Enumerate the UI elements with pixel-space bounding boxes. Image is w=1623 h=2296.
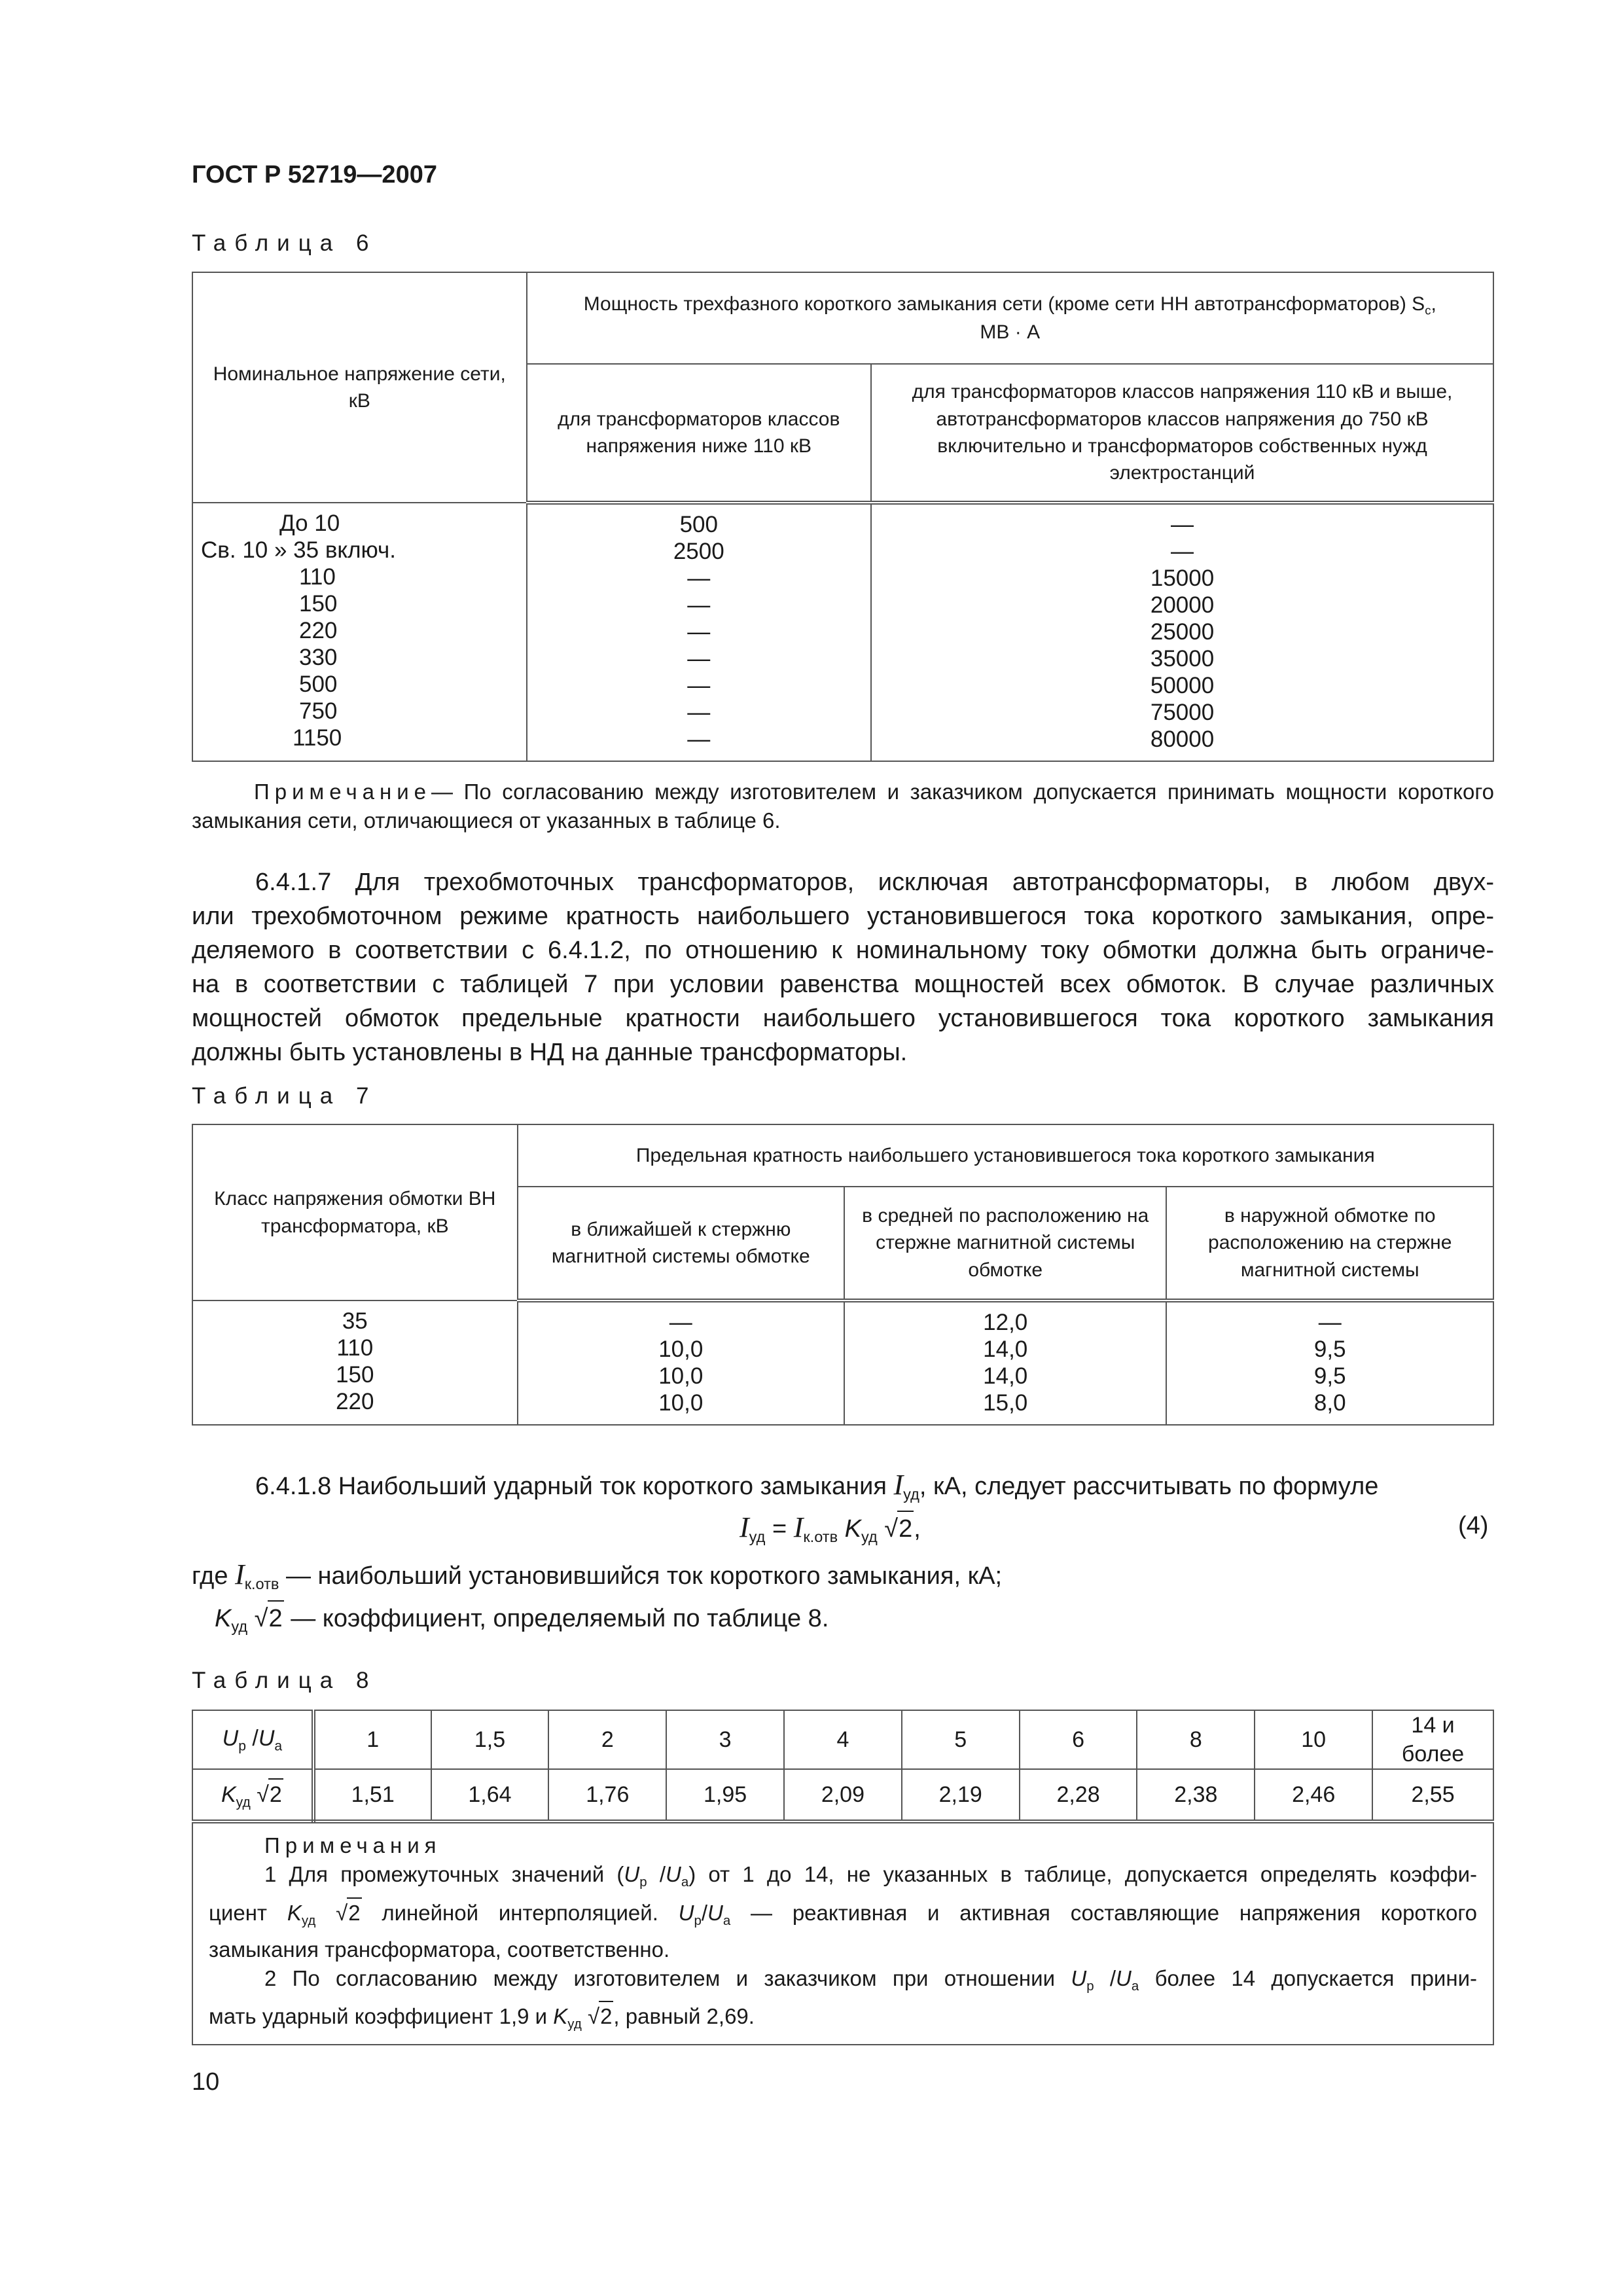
table-6-low-column: 500 2500 — — — — — — — xyxy=(527,503,872,761)
where-line-2: $K_{уд}$ √2 — коэффициент, определяемый по таблице 8. xyxy=(215,1600,829,1643)
table-8-coef-cell: 1,64 xyxy=(431,1769,549,1821)
table-8-ratio-cell: 1,5 xyxy=(431,1710,549,1769)
table-8-coef-cell: 2,19 xyxy=(902,1769,1020,1821)
table-6-note: Примечание— По согласованию между изготовителем и заказчиком допускается принимать мощности короткого замыкания сети, отличающиеся от указанных в таблице 6. xyxy=(192,780,1494,833)
table-6-group-header: Мощность трехфазного короткого замыкания сети (кроме сети НН автотрансформаторов) $S_c$, МВ · А xyxy=(527,272,1493,364)
table-8 xyxy=(192,1710,1494,2045)
table-8-ratio-cell: 1 xyxy=(313,1710,431,1769)
table-8-coef-cell: 2,55 xyxy=(1372,1769,1493,1821)
table-7 xyxy=(192,1124,1494,1426)
table-6-label: Таблица 6 xyxy=(192,230,378,256)
table-8-coef-cell: 1,76 xyxy=(548,1769,666,1821)
table-8-coef-cell: 2,46 xyxy=(1255,1769,1372,1821)
table-8-ratio-cell: 5 xyxy=(902,1710,1020,1769)
table-6-col-low-header: для трансформаторов классов напряжения ниже 110 кВ xyxy=(527,364,872,503)
table-6-col-high-header: для трансформаторов классов напряжения 110 кВ и выше, автотрансформаторов классов напряжения до 750 кВ включительно и трансформаторов собственных нужд электростанций xyxy=(871,364,1493,503)
table-7-outer-column: — 9,5 9,5 8,0 xyxy=(1166,1300,1493,1425)
table-8-ratio-cell: 3 xyxy=(666,1710,784,1769)
table-7-col-voltage-header: Класс напряжения обмотки ВН трансформатора, кВ xyxy=(192,1124,518,1300)
table-8-coef-cell: 2,28 xyxy=(1020,1769,1137,1821)
table-8-coef-cell: 2,38 xyxy=(1137,1769,1255,1821)
where-line-1: где $I_{к.отв}$ — наибольший установившийся ток короткого замыкания, кА; xyxy=(192,1558,1003,1593)
table-8-ratio-label: $U_р$ $/U_а$ xyxy=(192,1710,313,1769)
table-6-voltage-column: До 10 Св. 10 » 35 включ. 110 150 220 330 500 750 1150 xyxy=(192,503,527,761)
formula-4: $I_{уд} = I_{к.отв}$ $K_{уд}$ √2, xyxy=(740,1511,921,1546)
table-7-col-outer-header: в наружной обмотке по расположению на стержне магнитной системы xyxy=(1166,1187,1493,1300)
table-8-label: Таблица 8 xyxy=(192,1668,378,1693)
table-6-high-column: — — 15000 20000 25000 35000 50000 75000 80000 xyxy=(871,503,1493,761)
table-8-ratio-cell: 8 xyxy=(1137,1710,1255,1769)
table-7-col-middle-header: в средней по расположению на стержне магнитной системы обмотке xyxy=(844,1187,1167,1300)
table-6 xyxy=(192,272,1494,762)
table-8-ratio-cell: 2 xyxy=(548,1710,666,1769)
table-7-group-header: Предельная кратность наибольшего установившегося тока короткого замыкания xyxy=(518,1124,1493,1187)
table-8-ratio-cell: 4 xyxy=(784,1710,902,1769)
paragraph-6-4-1-7: 6.4.1.7 Для трехобмоточных трансформаторов, исключая автотрансформаторы, в любом двух- или трехобмоточном режиме кратность наибольшего установившегося тока короткого замыкания, опре- деляемого в соответствии с 6.4.1.2, по отношению к номинальному току обмотки должна быть ограниче- на в соответствии с таблицей 7 при условии равенства мощностей всех обмоток. В случае различных мощностей обмоток предельные кратности наибольшего установившегося тока короткого замыкания должны быть установлены в НД на данные трансформаторы. xyxy=(192,869,1494,1066)
table-6-col-voltage-header: Номинальное напряжение сети, кВ xyxy=(192,272,527,503)
table-7-label: Таблица 7 xyxy=(192,1083,378,1109)
table-7-voltage-column: 35 110 150 220 xyxy=(192,1300,518,1425)
document-header: ГОСТ Р 52719—2007 xyxy=(192,161,437,188)
table-8-ratio-cell: 6 xyxy=(1020,1710,1137,1769)
table-8-coef-cell: 2,09 xyxy=(784,1769,902,1821)
formula-number: (4) xyxy=(1458,1512,1489,1539)
table-8-coef-cell: 1,95 xyxy=(666,1769,784,1821)
table-8-ratio-cell-last: 14 и более xyxy=(1372,1710,1493,1769)
table-8-coef-label: $K_{уд}$ √2 xyxy=(192,1769,313,1821)
table-8-notes: Примечания 1 Для промежуточных значений ($U_р$ $/U_а$) от 1 до 14, не указанных в таблице, допускается определять коэффи- циент $K_{уд}$ √2 линейной интерполяцией. $U_р/U_а$ — реактивная и активная составляющие напряжения короткого замыкания трансформатора, соответственно. 2 По согласованию между изготовителем и заказчиком при отношении $U_р$ $/U_а$ более 14 допускается прини- мать ударный коэффициент 1,9 и $K_{уд}$ √2, равный 2,69. xyxy=(192,1821,1493,2045)
table-7-middle-column: 12,0 14,0 14,0 15,0 xyxy=(844,1300,1167,1425)
page-number: 10 xyxy=(192,2068,220,2096)
table-8-ratio-cell: 10 xyxy=(1255,1710,1372,1769)
paragraph-6-4-1-8: 6.4.1.8 Наибольший ударный ток короткого замыкания $I_{уд}$, кА, следует рассчитывать по формуле xyxy=(255,1469,1379,1503)
table-7-col-inner-header: в ближайшей к стержню магнитной системы обмотке xyxy=(518,1187,844,1300)
table-7-inner-column: — 10,0 10,0 10,0 xyxy=(518,1300,844,1425)
table-8-coef-cell: 1,51 xyxy=(313,1769,431,1821)
